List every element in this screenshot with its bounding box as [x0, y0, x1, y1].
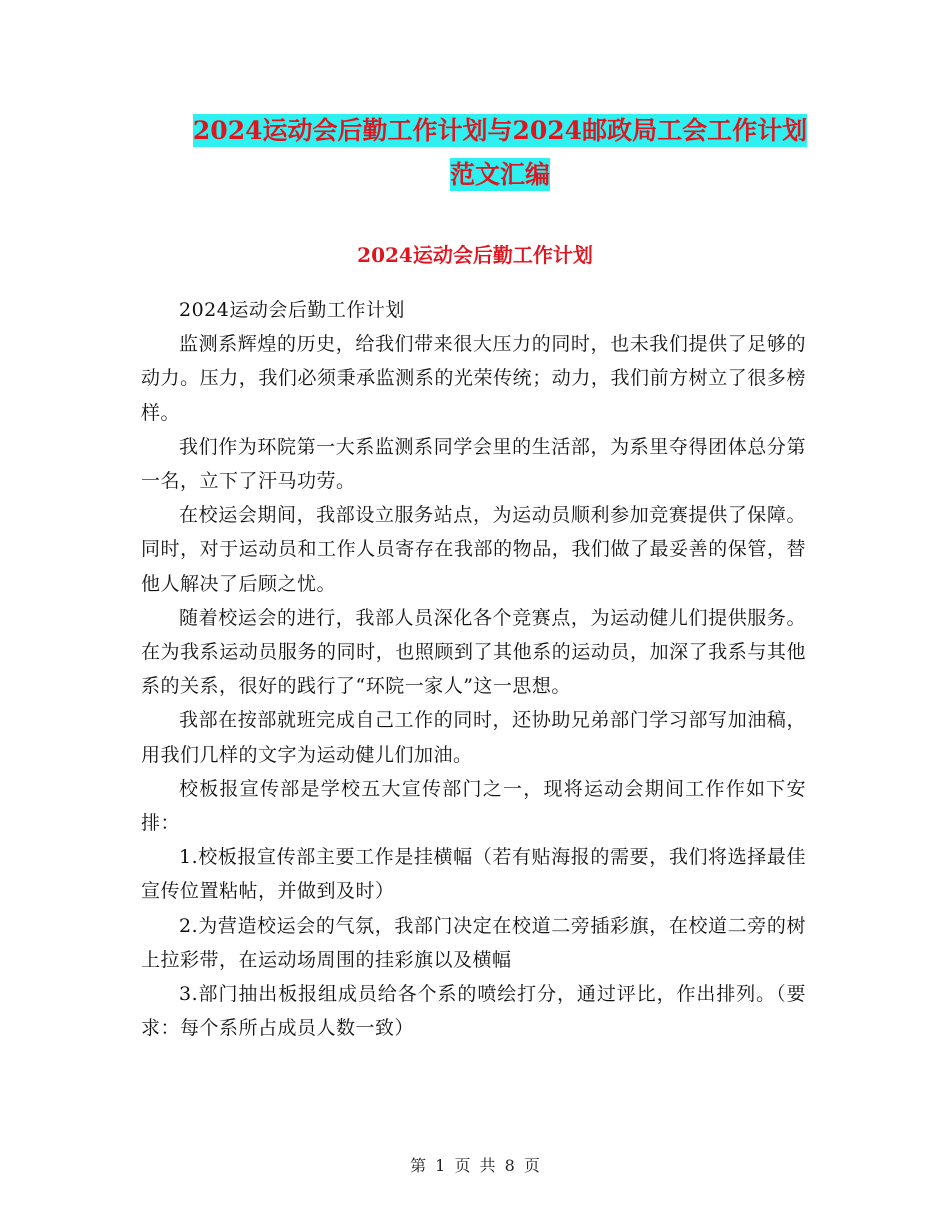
- section-title: 2024运动会后勤工作计划: [357, 243, 593, 267]
- list-item: 2.为营造校运会的气氛，我部门决定在校道二旁插彩旗，在校道二旁的树上拉彩带，在运动场周围的挂彩旗以及横幅: [141, 914, 806, 971]
- title-highlight: 2024运动会后勤工作计划与2024邮政局工会工作计划: [192, 116, 808, 145]
- paragraph: 监测系辉煌的历史，给我们带来很大压力的同时，也未我们提供了足够的动力。压力，我们必须秉承监测系的光荣传统；动力，我们前方树立了很多榜样。: [141, 333, 806, 424]
- list-item: 1.校板报宣传部主要工作是挂横幅（若有贴海报的需要，我们将选择最佳宣传位置粘帖，并做到及时）: [141, 846, 806, 903]
- paragraph: 随着校运会的进行，我部人员深化各个竞赛点，为运动健儿们提供服务。在为我系运动员服务的同时，也照顾到了其他系的运动员，加深了我系与其他系的关系，很好的践行了“环院一家人”这一思想。: [141, 606, 806, 698]
- paragraph: 在校运会期间，我部设立服务站点，为运动员顺利参加竞赛提供了保障。同时，对于运动员和工作人员寄存在我部的物品，我们做了最妥善的保管，替他人解决了后顾之忧。: [141, 504, 806, 595]
- paragraph: 我们作为环院第一大系监测系同学会里的生活部，为系里夺得团体总分第一名，立下了汗马功劳。: [141, 435, 806, 493]
- document-body: [141, 293, 806, 1045]
- paragraph: 校板报宣传部是学校五大宣传部门之一，现将运动会期间工作作如下安排：: [141, 777, 806, 835]
- list-item: 3.部门抽出板报组成员给各个系的喷绘打分，通过评比，作出排列。（要求：每个系所占成员人数一致）: [141, 983, 806, 1040]
- page-footer: 第 1 页 共 8 页: [410, 1156, 540, 1175]
- title-highlight: 范文汇编: [449, 160, 550, 189]
- document-title-line-1: [140, 108, 860, 154]
- document-title-line-2: [140, 152, 860, 198]
- paragraph: 2024运动会后勤工作计划: [179, 299, 405, 321]
- paragraph: 我部在按部就班完成自己工作的同时，还协助兄弟部门学习部写加油稿，用我们几样的文字为运动健儿们加油。: [141, 709, 806, 766]
